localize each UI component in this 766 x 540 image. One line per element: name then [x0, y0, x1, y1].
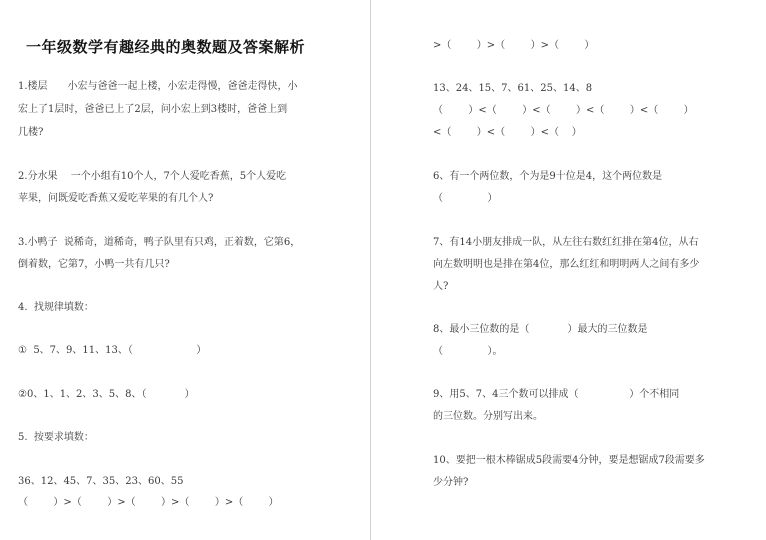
q9-line-1: 9、用5、7、4三个数可以排成（ ）个不相同 [433, 389, 680, 400]
q7-line-1: 7、有14小朋友排成一队，从左往右数红红排在第4位，从右 [433, 237, 699, 248]
q4-item-2: ②0、1、1、2、3、5、8、（ ） [18, 389, 195, 400]
right-page [371, 0, 766, 540]
q5-blanks-row-1: （ ）>（ ）>（ ）>（ ）>（ ） [18, 497, 279, 508]
q3-line-1: 3.小鸭子 说稀奇，道稀奇，鸭子队里有只鸡，正着数，它第6， [18, 237, 301, 248]
q10-line-2: 少分钟? [433, 477, 469, 488]
q5-ascending-row-1: （ ）<（ ）<（ ）<（ ）<（ ） [433, 105, 694, 116]
left-page [0, 0, 370, 540]
q7-line-3: 人? [433, 281, 449, 292]
q6-line-2: （ ） [433, 193, 498, 204]
q9-line-2: 的三位数。分别写出来。 [433, 411, 543, 422]
q8-line-2: （ ）。 [433, 346, 503, 357]
q5-ascending-row-2: <（ ）<（ ）<（ ） [433, 127, 582, 138]
q10-line-1: 10、要把一根木棒锯成5段需要4分钟，要是想锯成7段需要多 [433, 455, 705, 466]
q5-heading: 5. 按要求填数： [18, 432, 94, 443]
q1-line-1: 1.楼层 小宏与爸爸一起上楼，小宏走得慢，爸爸走得快，小 [18, 81, 298, 92]
q4-heading: 4. 找规律填数： [18, 302, 94, 313]
q2-line-1: 2.分水果 一个小组有10个人，7个人爱吃香蕉，5个人爱吃 [18, 171, 287, 182]
q5-blanks-row-2: >（ ）>（ ）>（ ） [433, 40, 595, 51]
q8-line-1: 8、最小三位数的是（ ）最大的三位数是 [433, 324, 648, 335]
q1-line-2: 宏上了1层时，爸爸已上了2层，问小宏上到3楼时，爸爸上到 [18, 104, 288, 115]
q5-numbers: 36、12、45、7、35、23、60、55 [18, 476, 184, 487]
q6-line-1: 6、有一个两位数，个为是9十位是4，这个两位数是 [433, 171, 663, 182]
q1-line-3: 几楼? [18, 127, 44, 138]
q2-line-2: 苹果，问既爱吃香蕉又爱吃苹果的有几个人? [18, 193, 214, 204]
q3-line-2: 倒着数，它第7，小鸭一共有几只? [18, 259, 170, 270]
q5-numbers-2: 13、24、15、7、61、25、14、8 [433, 83, 593, 94]
q4-item-1: ① 5、7、9、11、13、（ ） [18, 345, 207, 356]
q7-line-2: 向左数明明也是排在第4位，那么红红和明明两人之间有多少 [433, 259, 700, 270]
document-title: 一年级数学有趣经典的奥数题及答案解析 [26, 38, 306, 56]
